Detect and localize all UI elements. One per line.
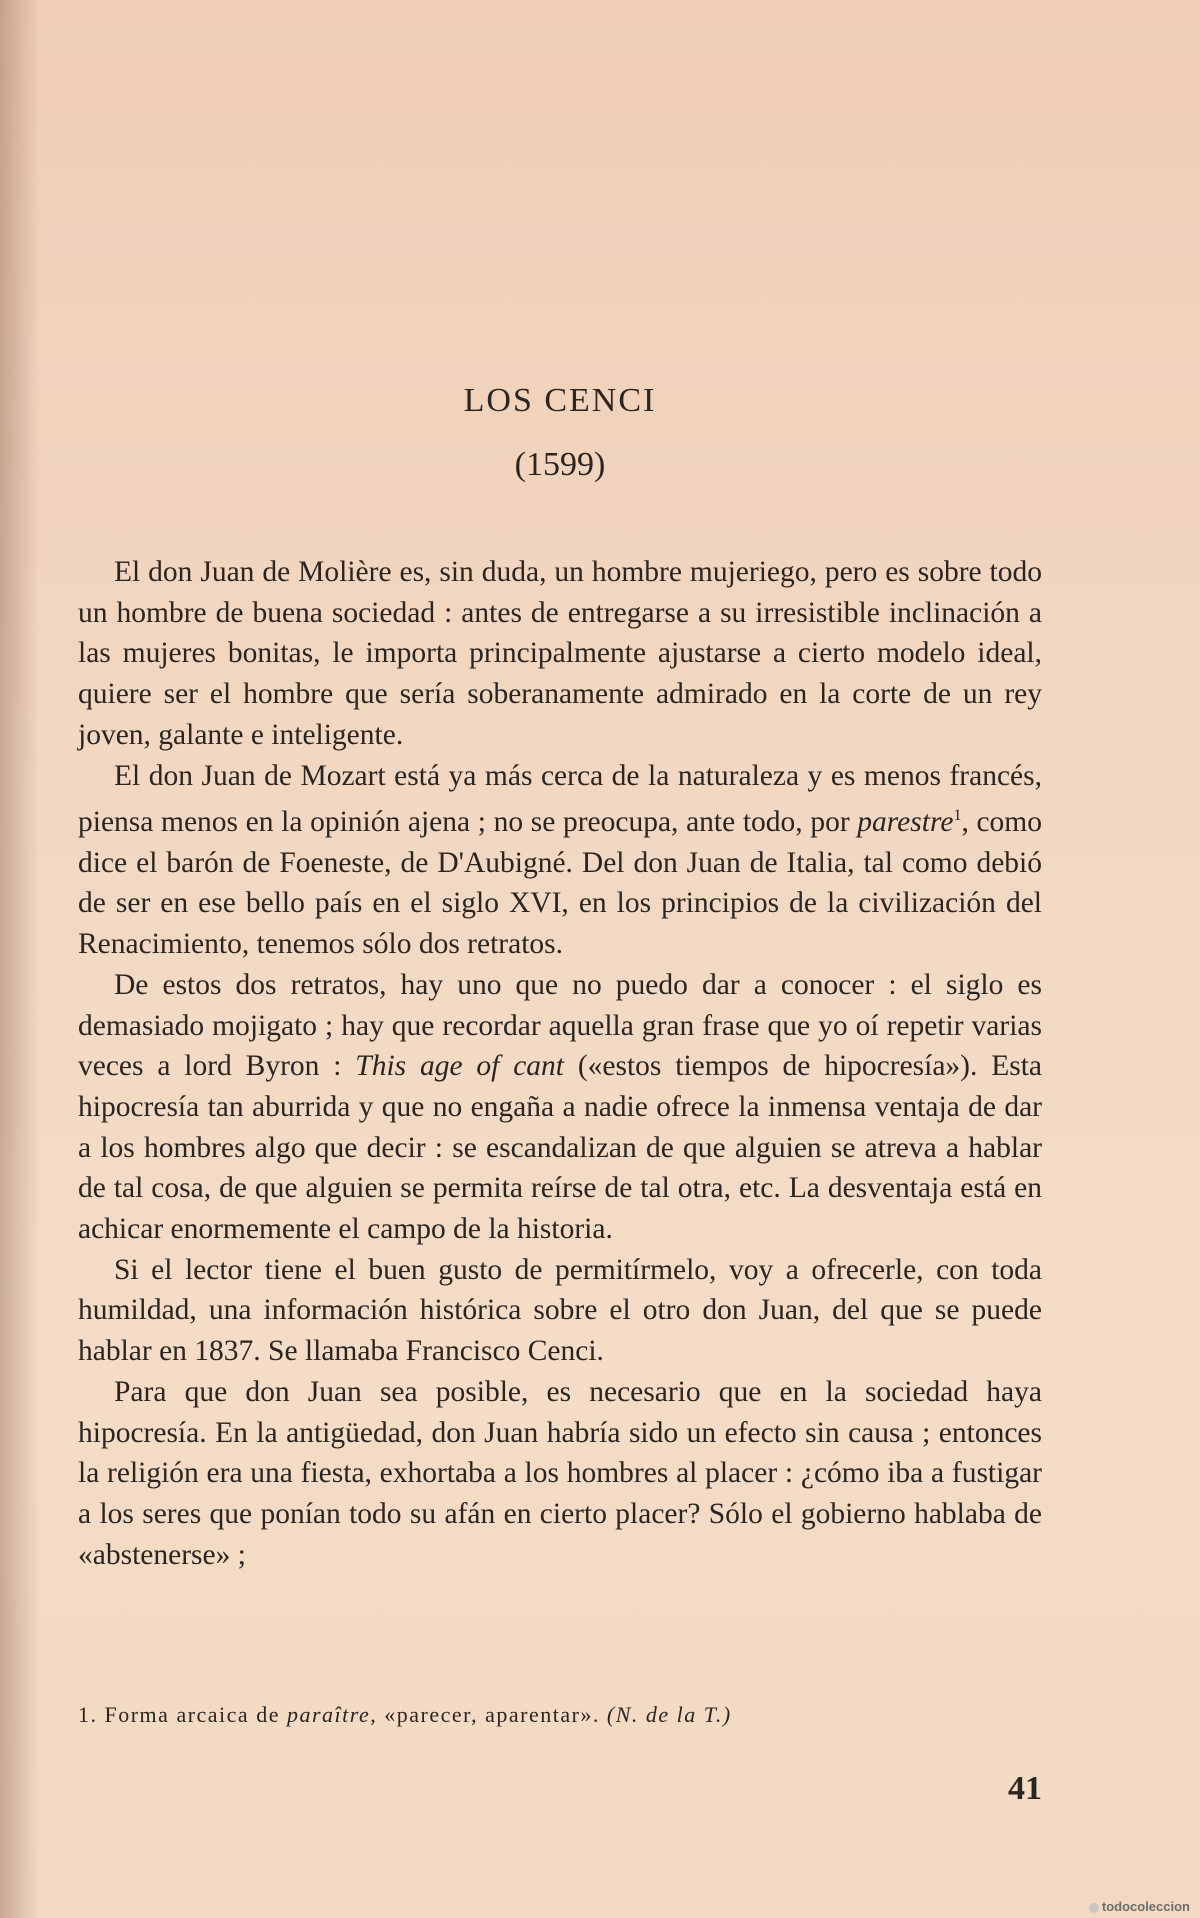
paragraph-1: El don Juan de Molière es, sin duda, un hombre mujeriego, pero es sobre todo un hombre de buena sociedad : antes de entregarse a su irresistible inclinación a las mujeres bonitas, le importa principalmente ajustarse a cierto modelo ideal, quiere ser el hombre que sería soberanamente admirado en la corte de un rey joven, galante e inteligente. [78,556,1042,751]
footnote-translator-note: (N. de la T.) [606,1702,732,1727]
page-number: 41 [1008,1770,1042,1807]
italic-quote-this-age-of-cant: This age of cant [355,1050,564,1083]
watermark-text: todocoleccion [1101,1899,1190,1914]
book-page [78,0,1042,1918]
paragraph-3-text-a: De estos dos retratos, hay uno que no puedo dar a conocer : el siglo es demasiado mojigato ; hay que recordar aquella gran frase que yo oí repetir varias veces a lord Byron : [78,968,1042,1083]
italic-term-parestre: parestre [857,806,954,839]
chapter-year: (1599) [514,446,606,483]
paragraph-2-text-b: , como dice el barón de Foeneste, de D'Aubigné. Del don Juan de Italia, tal como debió de ser en ese bello país en el siglo XVI, en los principios de la civilización del Renacimiento, tenemos sólo dos retratos. [78,806,1042,961]
paragraph-4: Si el lector tiene el buen gusto de permitírmelo, voy a ofrecerle, con toda humildad, una información histórica sobre el otro don Juan, del que se puede hablar en 1837. Se llamaba Francisco Cenci. [78,1253,1042,1368]
watermark-logo-icon [1089,1903,1099,1913]
paragraph-3-text-b: («estos tiempos de hipocresía»). Esta hipocresía tan aburrida y que no engaña a nadie ofrece la inmensa ventaja de dar a los hombres algo que decir : se escandalizan de que alguien se atreva a hablar de tal cosa, de que alguien se permita reírse de tal otra, etc. La desventaja está en achicar enormemente el campo de la historia. [78,1050,1043,1246]
paragraph-5: Para que don Juan sea posible, es necesario que en la sociedad haya hipocresía. En la antigüedad, don Juan habría sido un efecto sin causa ; entonces la religión era una fiesta, exhortaba a los hombres al placer : ¿cómo iba a fustigar a los seres que ponían todo su afán en cierto placer? Sólo el gobierno hablaba de «abstenerse» ; [78,1375,1042,1571]
paragraph-2-text-a: El don Juan de Mozart está ya más cerca de la naturaleza y es menos francés, piensa menos en la opinión ajena ; no se preocupa, ante todo, por [78,759,1042,839]
footnote-italic-term: paraître, [286,1702,378,1727]
paragraph-3 [78,965,1042,1250]
footnote-text-a: Forma arcaica de [104,1702,287,1727]
chapter-title: LOS CENCI [463,382,657,419]
footnote-text-b: «parecer, aparentar». [377,1702,607,1727]
body-text [78,552,1042,1575]
watermark [1089,1899,1190,1914]
footnote [78,1702,1042,1728]
paragraph-2 [78,756,1042,965]
footnote-number: 1. [78,1702,98,1727]
footnote-reference: 1 [953,807,962,825]
page-gutter-shadow [0,0,40,1918]
